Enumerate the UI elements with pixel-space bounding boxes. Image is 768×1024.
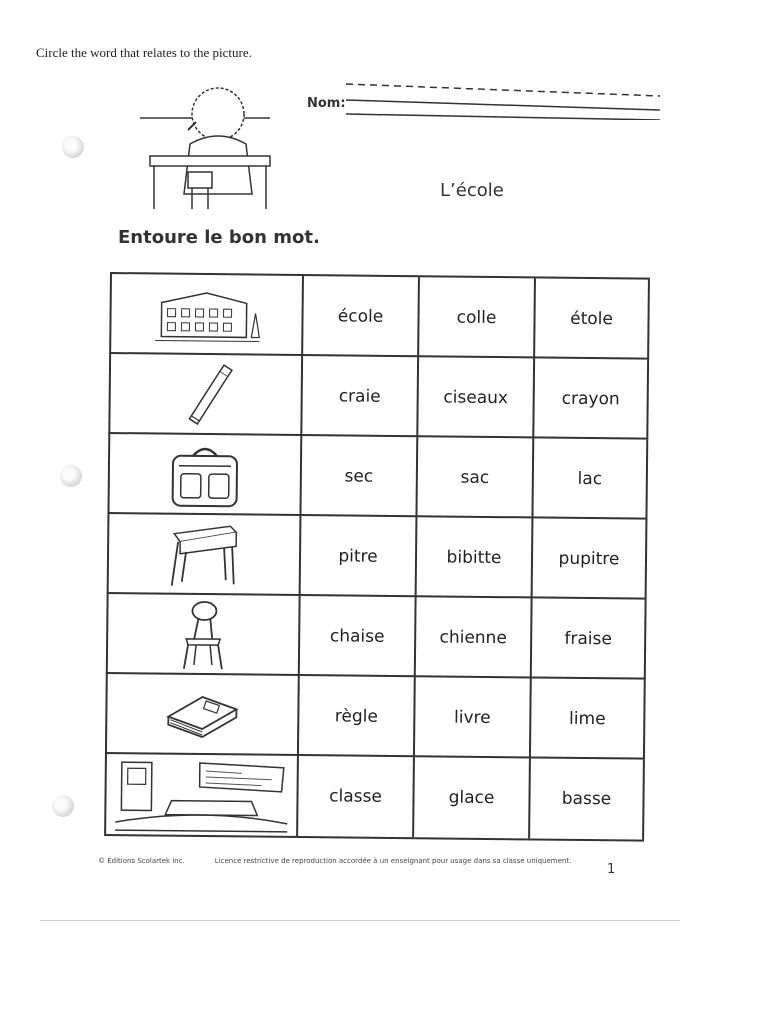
word-text: livre — [453, 707, 491, 729]
word-choice-2[interactable] — [415, 437, 532, 518]
page-edge-line — [40, 920, 680, 921]
table-row — [108, 352, 649, 440]
picture-cell — [109, 274, 302, 356]
word-choice-2[interactable] — [415, 517, 532, 598]
word-text: chienne — [439, 627, 507, 649]
word-text: ciseaux — [443, 387, 509, 409]
table-row — [109, 272, 650, 360]
footer — [98, 857, 628, 865]
word-text: école — [337, 306, 384, 327]
student-at-desk-illustration — [140, 84, 280, 214]
word-choice-3[interactable] — [528, 758, 645, 839]
word-text: étole — [570, 308, 613, 330]
word-text: craie — [338, 386, 381, 407]
picture-cell — [104, 754, 297, 836]
word-choice-3[interactable] — [530, 598, 647, 679]
table-row — [107, 512, 648, 600]
copyright-text: © Éditions Scolartek inc. — [98, 857, 185, 865]
word-choice-2[interactable] — [412, 757, 529, 838]
picture-cell — [105, 674, 298, 756]
word-choice-1[interactable] — [299, 516, 416, 597]
table-row — [106, 592, 647, 680]
table-row — [107, 432, 648, 520]
word-choice-1[interactable] — [301, 276, 418, 357]
word-choice-1[interactable] — [296, 756, 413, 837]
word-choice-2[interactable] — [413, 677, 530, 758]
word-text: lac — [577, 468, 603, 490]
word-text: colle — [456, 307, 497, 329]
word-choice-3[interactable] — [533, 278, 650, 359]
word-text: basse — [561, 788, 612, 810]
name-writing-lines — [344, 80, 664, 120]
word-text: règle — [334, 706, 378, 727]
license-text: Licence restrictive de reproduction accordée à un enseignant pour usage dans sa classe uniquement. — [214, 857, 572, 865]
word-text: bibitte — [446, 547, 502, 569]
picture-cell — [106, 594, 299, 676]
word-text: crayon — [561, 388, 620, 410]
word-choice-3[interactable] — [531, 438, 648, 519]
word-choice-1[interactable] — [299, 436, 416, 517]
word-text: sac — [460, 467, 490, 488]
word-choice-1[interactable] — [300, 356, 417, 437]
word-choice-3[interactable] — [532, 358, 649, 439]
word-choice-2[interactable] — [417, 277, 534, 358]
word-choice-2[interactable] — [414, 597, 531, 678]
word-text: classe — [329, 786, 382, 807]
worksheet-title: Entoure le bon mot. — [118, 227, 320, 248]
page-number: 1 — [607, 862, 616, 877]
picture-cell — [107, 514, 300, 596]
pencil-icon — [175, 363, 236, 428]
instruction-text: Circle the word that relates to the picture. — [36, 45, 252, 60]
word-choice-3[interactable] — [529, 678, 646, 759]
word-text: chaise — [329, 626, 385, 647]
word-choice-1[interactable] — [298, 596, 415, 677]
word-text: glace — [448, 787, 495, 809]
desk-icon — [164, 520, 245, 591]
table-row — [105, 672, 646, 760]
word-text: pitre — [338, 546, 378, 567]
word-choice-3[interactable] — [531, 518, 648, 599]
picture-cell — [108, 354, 301, 436]
word-table — [104, 272, 650, 838]
word-text: lime — [569, 708, 606, 730]
word-text: pupitre — [558, 548, 620, 570]
binder-hole-bottom — [52, 795, 74, 817]
table-row — [104, 752, 645, 842]
binder-hole-middle — [60, 465, 82, 487]
name-label: Nom: — [307, 96, 346, 111]
chair-icon — [178, 599, 229, 672]
word-text: sec — [344, 466, 374, 487]
classroom-icon — [111, 756, 292, 834]
book-icon — [162, 687, 243, 744]
picture-cell — [107, 434, 300, 516]
word-choice-2[interactable] — [416, 357, 533, 438]
binder-hole-top — [62, 136, 84, 158]
word-choice-1[interactable] — [297, 676, 414, 757]
school-building-icon — [151, 284, 262, 345]
theme-title: L’école — [440, 180, 504, 201]
word-text: fraise — [564, 628, 613, 650]
schoolbag-icon — [165, 440, 246, 511]
